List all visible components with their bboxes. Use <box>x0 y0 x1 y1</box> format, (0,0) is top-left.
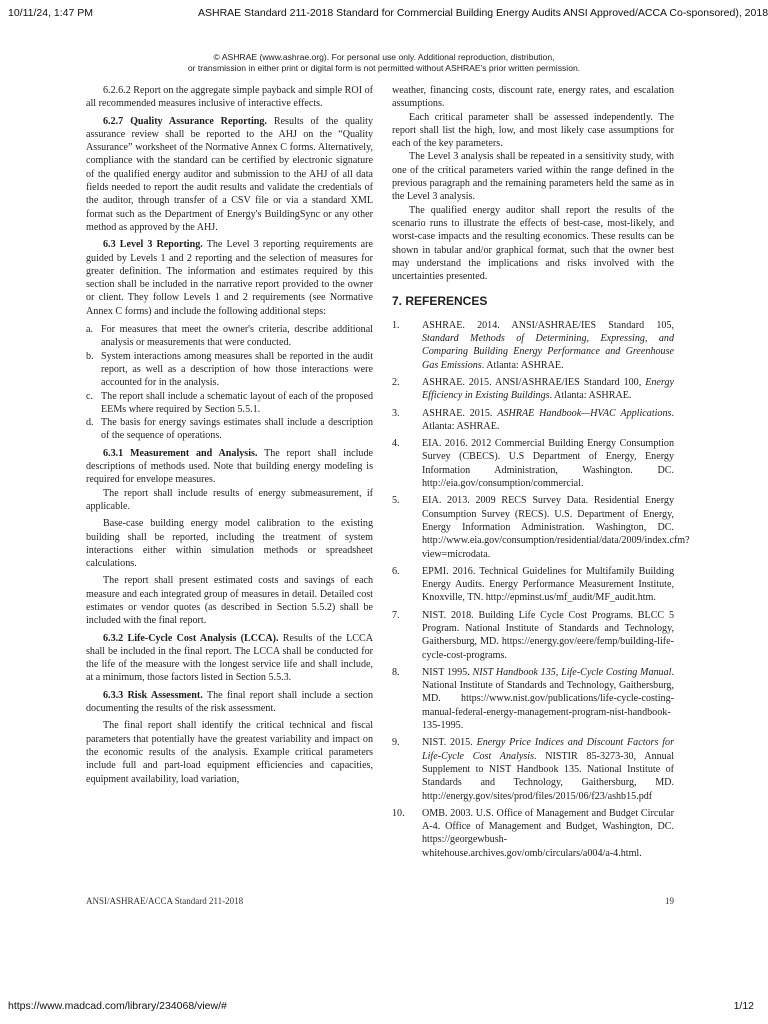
reference-number: 2. <box>392 376 400 388</box>
reference-number: 10. <box>392 807 405 819</box>
reference-number: 9. <box>392 737 400 749</box>
additional-steps-list <box>86 323 373 443</box>
paragraph-calibration: Base-case building energy model calibration to the existing building shall be reported, including the treatment of system interactions either within simulation methods or spreadsheet calculations. <box>86 518 373 570</box>
reference-text: EIA. 2016. 2012 Commercial Building Energy Consumption Survey (CBECS). U.S Department of Energy, Energy Information Administration, Washington. DC. http://eia.gov/consumption/commercial. <box>422 438 674 490</box>
references-list <box>392 319 690 860</box>
reference-item <box>392 807 674 860</box>
section-6-3-1 <box>86 447 373 487</box>
section-heading: 6.3.1 Measurement and Analysis. <box>103 447 258 459</box>
reference-item <box>392 437 674 490</box>
reference-text: OMB. 2003. U.S. Office of Management and Budget Circular A-4. Office of Management and Budget, Washington, DC. https://georgewbush-whitehouse.archives.gov/omb/circulars/a004/a-4.html. <box>422 807 674 859</box>
section-heading: 6.3.2 Life-Cycle Cost Analysis (LCCA). <box>103 632 279 644</box>
reference-title: Standard Methods of Determining, Expressing, and Comparing Building Energy Performance and Greenhouse Gas Emissions <box>422 333 674 371</box>
page-title: ASHRAE Standard 211-2018 Standard for Commercial Building Energy Audits ANSI Approved/ACCA Co-sponsored), 2018 <box>198 7 768 19</box>
section-heading: 6.3 Level 3 Reporting. <box>103 239 203 251</box>
reference-text: NIST. 2018. Building Life Cycle Cost Programs. BLCC 5 Program. National Institute of Standards and Technology, Gaithersburg, MD. https://energy.gov/eere/femp/building-life-cycle-cost-programs. <box>422 609 674 661</box>
list-text: The report shall include a schematic layout of each of the proposed EEMs where required by Section 5.5.1. <box>101 390 373 415</box>
reference-title: ASHRAE Handbook—HVAC Applications <box>497 407 672 419</box>
reference-title: NIST Handbook 135, Life-Cycle Costing Manual <box>472 666 672 678</box>
section-body: Results of the LCCA shall be included in the final report. The LCCA shall be conducted for the life of the measure with the longest service life and shall include, at a minimum, those factors listed in Section 5.5.3. <box>86 632 374 684</box>
reference-text: . NISTIR 85-3273-30, Annual Supplement to NIST Handbook 135. National Institute of Standards and Technology, Gaithersburg, MD. http://energy.gov/sites/prod/files/2015/06/f23/ashb15.pdf <box>422 750 674 802</box>
reference-number: 4. <box>392 438 400 450</box>
list-label: d. <box>86 417 94 429</box>
list-text: System interactions among measures shall be reported in the audit report, as well as a description of how those interactions were accounted for in the analysis. <box>101 350 373 389</box>
list-label: c. <box>86 390 94 402</box>
reference-text: ASHRAE. 2015. <box>422 407 498 419</box>
list-text: The basis for energy savings estimates shall include a description of the sequence of operations. <box>101 417 373 442</box>
reference-number: 7. <box>392 609 400 621</box>
paragraph-continued: weather, financing costs, discount rate, energy rates, and escalation assumptions. <box>392 85 674 110</box>
reference-number: 8. <box>392 666 400 678</box>
reference-text: . National Institute of Standards and Technology, Gaithersburg, MD. https://www.nist.gov/publications/life-cycle-costing-manual-federal-energy-management-program-nist-handbook-135-1995. <box>422 666 674 732</box>
reference-item <box>392 376 674 403</box>
list-label: a. <box>86 324 94 336</box>
list-text: For measures that meet the owner's criteria, describe additional analysis or measurements that were conducted. <box>101 324 373 349</box>
reference-number: 6. <box>392 565 400 577</box>
reference-title: Energy Efficiency in Existing Buildings <box>422 376 674 402</box>
references-heading: 7. REFERENCES <box>392 294 488 309</box>
reference-item <box>392 736 674 802</box>
copyright-line-2: or transmission in either print or digital form is not permitted without ASHRAE's prior written permission. <box>187 63 581 73</box>
paragraph-critical-parameter: Each critical parameter shall be assessed independently. The report shall list the high, low, and most likely case assumptions for each of the key parameters. <box>392 111 674 150</box>
section-heading: 6.3.3 Risk Assessment. <box>103 689 203 701</box>
paragraph-costs: The report shall present estimated costs and savings of each measure and each integrated group of measures in detail. Detailed cost estimates or vendor quotes (as described in Section 5.5.2) shall be included with the final report. <box>86 575 373 627</box>
reference-item <box>392 494 690 560</box>
reference-number: 1. <box>392 319 400 331</box>
page-number: 19 <box>665 896 674 906</box>
list-item <box>86 323 373 350</box>
section-6-3 <box>86 238 373 318</box>
browser-print-footer <box>0 1000 768 1018</box>
standard-name: ANSI/ASHRAE/ACCA Standard 211-2018 <box>86 896 244 906</box>
paragraph-scenario-results: The qualified energy auditor shall report the results of the scenario runs to illustrate the effects of best-case, most-likely, and worst-case impacts and the resulting economics. These results can be shown in tabular and/or graphical format, such that the owner best may understand the implications and risks involved with the uncertainties presented. <box>392 204 674 283</box>
reference-text: . Atlanta: ASHRAE. <box>481 359 564 371</box>
reference-item <box>392 565 674 605</box>
section-body: The final report shall include a section documenting the results of the risk assessment. <box>86 689 373 715</box>
reference-text: . Atlanta: ASHRAE. <box>422 407 674 432</box>
reference-text: . Atlanta: ASHRAE. <box>549 390 632 402</box>
section-body: The Level 3 reporting requirements are guided by Levels 1 and 2 reporting and the selection of measures for greater definition. The information and estimates required by this section shall be included in the narrative report provided to the owner or client. They follow Levels 1 and 2 requirements (see Normative Annex C forms) and include the following additional steps: <box>86 239 373 317</box>
section-6-3-3 <box>86 689 373 716</box>
reference-item <box>392 609 674 662</box>
reference-text: EIA. 2013. 2009 RECS Survey Data. Residential Energy Consumption Survey (RECS). U.S. Department of Energy, Energy Information Administration. Washington, DC. http://www.eia.gov/consumption/residential/data/2009/index.cfm?view=microdata. <box>422 495 690 560</box>
print-datetime: 10/11/24, 1:47 PM <box>8 7 94 19</box>
section-6-2-7 <box>86 115 373 235</box>
paragraph-submeasurement: The report shall include results of energy submeasurement, if applicable. <box>86 487 373 512</box>
reference-item <box>392 666 674 732</box>
list-item <box>86 390 373 417</box>
print-page-count: 1/12 <box>733 1000 754 1012</box>
reference-text: EPMI. 2016. Technical Guidelines for Multifamily Building Energy Audits. Energy Performance Measurement Institute, Knoxville, TN. http://epminst.us/mf_audit/MF_audit.htm. <box>422 565 674 604</box>
list-label: b. <box>86 350 94 362</box>
list-item <box>86 416 373 443</box>
reference-text: ASHRAE. 2015. ANSI/ASHRAE/IES Standard 100, <box>422 376 646 388</box>
reference-text: NIST 1995. <box>422 666 473 678</box>
reference-item <box>392 319 674 372</box>
reference-number: 3. <box>392 407 400 419</box>
copyright-line-1: © ASHRAE (www.ashrae.org). For personal use only. Additional reproduction, distribution, <box>213 52 555 62</box>
paragraph-sensitivity: The Level 3 analysis shall be repeated in a sensitivity study, with one of the critical parameters varied within the range defined in the previous paragraph and the remaining parameters held the same as in the Level 3 analysis. <box>392 151 674 203</box>
reference-item <box>392 407 674 434</box>
browser-print-header <box>0 0 768 26</box>
reference-text: ASHRAE. 2014. ANSI/ASHRAE/IES Standard 105, <box>422 319 674 331</box>
right-column <box>392 84 690 864</box>
section-body: Results of the quality assurance review shall be reported to the AHJ on the “Quality Assurance” worksheet of the Normative Annex C forms. Alternatively, compliance with the standard can be certified by electronic signature of the qualified energy auditor and submission to the AHJ of all data fields needed to report the audit results and validate the credentials of the auditor, through transfer of a CSV file or via a standard XML format such as the Department of Energy's BuildingSync or any other method as approved by the AHJ. <box>86 115 373 233</box>
section-6-2-6-2: 6.2.6.2 Report on the aggregate simple payback and simple ROI of all recommended measures inclusive of interactive effects. <box>86 85 373 110</box>
reference-number: 5. <box>392 495 400 507</box>
section-6-3-2 <box>86 632 373 685</box>
reference-text: NIST. 2015. <box>422 737 477 749</box>
page-url: https://www.madcad.com/library/234068/view/# <box>8 1000 227 1012</box>
list-item <box>86 350 373 390</box>
section-heading: 6.2.7 Quality Assurance Reporting. <box>103 115 267 127</box>
left-column <box>86 84 373 786</box>
section-body: The report shall include descriptions of methods used. Note that building energy modeling is required for envelope measures. <box>86 447 373 486</box>
copyright-notice <box>0 52 768 74</box>
reference-title: Energy Price Indices and Discount Factors for Life-Cycle Cost Analysis <box>422 737 675 762</box>
paragraph-final-report: The final report shall identify the critical technical and fiscal parameters that potentially have the greatest variability and impact on the economic results of the analysis. Example critical parameters include full and part-load equipment efficiencies and capacities, equipment availability, load variation, <box>86 720 373 785</box>
